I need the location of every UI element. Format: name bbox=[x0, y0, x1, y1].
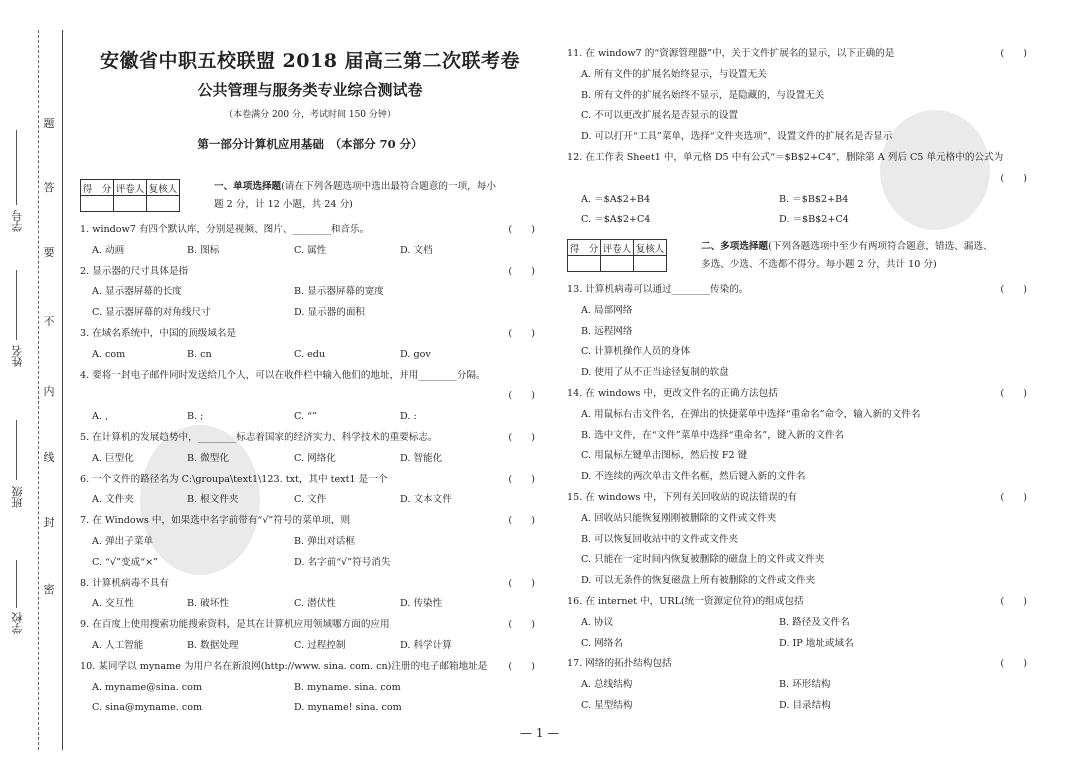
option: A. 动画 bbox=[92, 244, 125, 256]
option: B. 数据处理 bbox=[187, 639, 239, 651]
reviewer-cell[interactable] bbox=[634, 256, 667, 272]
question-stem bbox=[567, 654, 1027, 675]
option: B. 选中文件，在“文件”菜单中选择“重命名”，键入新的文件名 bbox=[581, 429, 845, 441]
option: A. , bbox=[92, 411, 109, 423]
section1-heading bbox=[214, 178, 544, 214]
name-label: 姓名 bbox=[11, 345, 24, 367]
section2-desc1: (下列各题选项中至少有两项符合题意，错选、漏选、 bbox=[768, 241, 993, 252]
option-row bbox=[567, 613, 1027, 634]
option-row bbox=[567, 190, 1027, 211]
question-text: 2. 显示器的尺寸具体是指 bbox=[80, 265, 189, 277]
option-row bbox=[567, 210, 1027, 231]
binding-line bbox=[62, 30, 63, 750]
question-stem bbox=[567, 592, 1027, 613]
option-row bbox=[80, 303, 535, 324]
question-text: 3. 在域名系统中，中国的顶级域名是 bbox=[80, 327, 237, 339]
option: B. 路径及文件名 bbox=[779, 616, 850, 628]
exam-title: 安徽省中职五校联盟 2018 届高三第二次联考卷 bbox=[99, 50, 521, 72]
option: A. 显示器屏幕的长度 bbox=[92, 286, 182, 298]
option-row bbox=[80, 345, 535, 366]
option-row bbox=[80, 553, 535, 574]
seal-char: 封 bbox=[43, 516, 55, 529]
question-stem bbox=[567, 44, 1027, 65]
question-text: 17. 网络的拓扑结构包括 bbox=[567, 658, 672, 670]
section1-title: 一、单项选择题 bbox=[214, 181, 282, 192]
option: B. ; bbox=[187, 411, 204, 423]
seal-char: 线 bbox=[43, 451, 55, 464]
question-text: 10. 某同学以 myname 为用户名在新浪网(http://www. sina. com. cn)注册的电子邮箱地址是 bbox=[80, 660, 488, 672]
answer-paren[interactable]: ( ) bbox=[508, 431, 535, 443]
option: C. ＝$A$2+C4 bbox=[581, 214, 651, 226]
option: C. “√”变成“×” bbox=[92, 556, 159, 568]
option: A. 回收站只能恢复刚刚被删除的文件或文件夹 bbox=[581, 512, 777, 524]
grader-label: 评卷人 bbox=[114, 180, 147, 196]
option: C. 过程控制 bbox=[294, 639, 346, 651]
option: C. 不可以更改扩展名是否显示的设置 bbox=[581, 110, 739, 122]
option: A. 所有文件的扩展名始终显示，与设置无关 bbox=[581, 68, 767, 80]
question-text: 4. 要将一封电子邮件同时发送给几个人，可以在收件栏中输入他们的地址，并用________分隔。 bbox=[80, 369, 486, 381]
option-row bbox=[80, 282, 535, 303]
question-text: 5. 在计算机的发展趋势中，________标志着国家的经济实力、科学技术的重要标志。 bbox=[80, 431, 438, 443]
right-question-column-top bbox=[567, 44, 1027, 231]
class-blank bbox=[16, 420, 17, 480]
exam-subtitle: 公共管理与服务类专业综合测试卷 bbox=[197, 81, 423, 99]
page-number: — 1 — bbox=[520, 726, 560, 740]
option: A. 交互性 bbox=[92, 598, 134, 610]
question-text: 16. 在 internet 中，URL(统一资源定位符)的组成包括 bbox=[567, 595, 804, 607]
section1-desc1: (请在下列各题选项中选出最符合题意的一项，每小 bbox=[281, 181, 496, 192]
option: B. 微型化 bbox=[187, 452, 229, 464]
option: D. 文档 bbox=[400, 244, 433, 256]
option: A. 文件夹 bbox=[92, 494, 134, 506]
answer-paren[interactable]: ( ) bbox=[1000, 491, 1027, 503]
question-stem bbox=[80, 366, 535, 387]
option-row bbox=[567, 634, 1027, 655]
option: B. 根文件夹 bbox=[187, 494, 239, 506]
option: A. 弹出子菜单 bbox=[92, 535, 153, 547]
answer-paren[interactable]: ( ) bbox=[508, 327, 535, 339]
option: D. 可以打开“工具”菜单，选择“文件夹选项”，设置文件的扩展名是否显示 bbox=[581, 131, 893, 143]
option: D. 传染性 bbox=[400, 598, 443, 610]
question-stem bbox=[80, 470, 535, 491]
question-text: 6. 一个文件的路径名为 C:\groupa\text1\123. txt，其中 text1 是一个 bbox=[80, 473, 388, 485]
option-row bbox=[80, 594, 535, 615]
question-text: 11. 在 window7 的“资源管理器”中，关于文件扩展名的显示，以下正确的是 bbox=[567, 48, 895, 59]
question-text: 15. 在 windows 中，下列有关回收站的说法错误的有 bbox=[567, 491, 798, 503]
seal-char: 答 bbox=[43, 181, 55, 194]
option-row bbox=[80, 407, 535, 428]
option: A. 用鼠标右击文件名，在弹出的快捷菜单中选择“重命名”命令，输入新的文件名 bbox=[581, 408, 921, 420]
question-text: 1. window7 有四个默认库，分别是视频、图片、________和音乐。 bbox=[80, 224, 370, 235]
option: D. 使用了从不正当途径复制的软盘 bbox=[581, 367, 729, 379]
question-stem bbox=[80, 574, 535, 595]
option: C. 属性 bbox=[294, 244, 327, 256]
question-text: 12. 在工作表 Sheet1 中，单元格 D5 中有公式“＝$B$2+C4”，删除第 A 列后 C5 单元格中的公式为 bbox=[567, 151, 1004, 163]
grader-cell[interactable] bbox=[114, 196, 147, 212]
question-text: 14. 在 windows 中，更改文件名的正确方法包括 bbox=[567, 387, 778, 399]
option: D. IP 地址或域名 bbox=[779, 637, 854, 649]
score-box-2 bbox=[567, 239, 667, 272]
number-blank bbox=[16, 130, 17, 205]
option-row bbox=[80, 678, 535, 699]
option: B. 远程网络 bbox=[581, 325, 633, 337]
question-text: 13. 计算机病毒可以通过________传染的。 bbox=[567, 284, 749, 295]
option: B. 破坏性 bbox=[187, 598, 229, 610]
exam-note: （本卷满分 200 分，考试时间 150 分钟） bbox=[224, 110, 396, 120]
answer-paren[interactable]: ( ) bbox=[508, 619, 535, 631]
option-row bbox=[80, 241, 535, 262]
section2-title: 二、多项选择题 bbox=[701, 241, 769, 252]
option-row bbox=[80, 698, 535, 719]
option: C. edu bbox=[294, 348, 326, 360]
option: A. 总线结构 bbox=[581, 679, 633, 691]
option: C. 网络名 bbox=[581, 637, 623, 649]
question-stem bbox=[567, 384, 1027, 405]
question-stem bbox=[80, 615, 535, 636]
option: C. 文件 bbox=[294, 494, 327, 506]
left-question-column bbox=[80, 220, 535, 719]
option-row bbox=[567, 696, 1027, 717]
grader-label: 评卷人 bbox=[601, 240, 634, 256]
reviewer-label: 复核人 bbox=[634, 240, 667, 256]
option: C. 用鼠标左键单击图标，然后按 F2 键 bbox=[581, 450, 748, 462]
option: A. 巨型化 bbox=[92, 452, 134, 464]
option: C. sina@myname. com bbox=[92, 702, 203, 714]
question-stem bbox=[567, 280, 1027, 301]
option: A. com bbox=[92, 348, 126, 360]
option: C. 计算机操作人员的身体 bbox=[581, 346, 691, 358]
option: D. 文本文件 bbox=[400, 494, 452, 506]
seal-char: 题 bbox=[43, 117, 55, 130]
question-stem bbox=[80, 657, 535, 678]
school-label: 学校 bbox=[11, 612, 24, 634]
option: D. 不连续的两次单击文件名框，然后键入新的文件名 bbox=[581, 471, 806, 483]
option: B. cn bbox=[187, 348, 212, 360]
question-text: 9. 在百度上使用搜索功能搜索资料，是其在计算机应用领域哪方面的应用 bbox=[80, 619, 390, 631]
answer-paren[interactable]: ( ) bbox=[1000, 658, 1027, 670]
reviewer-cell[interactable] bbox=[147, 196, 180, 212]
option: A. ＝$A$2+B4 bbox=[581, 193, 651, 205]
binding-margin bbox=[0, 0, 70, 766]
question-text: 7. 在 Windows 中，如果选中名字前带有“√”符号的菜单项，则 bbox=[80, 515, 351, 527]
score-label: 得 分 bbox=[81, 180, 114, 196]
class-label: 班级 bbox=[11, 486, 24, 508]
option: B. 显示器屏幕的宽度 bbox=[294, 286, 384, 298]
question-stem bbox=[80, 511, 535, 532]
question-paren-line bbox=[567, 169, 1027, 190]
option: B. myname. sina. com bbox=[294, 681, 401, 693]
option: D. 目录结构 bbox=[779, 699, 831, 711]
answer-paren[interactable]: ( ) bbox=[1000, 48, 1027, 59]
question-paren-line bbox=[80, 386, 535, 407]
score-box-1 bbox=[80, 179, 180, 212]
option: A. myname@sina. com bbox=[92, 681, 203, 693]
answer-paren[interactable]: ( ) bbox=[508, 660, 535, 672]
school-blank bbox=[16, 560, 17, 608]
part-heading: 第一部分计算机应用基础 （本部分 70 分） bbox=[197, 137, 423, 151]
option: B. 环形结构 bbox=[779, 679, 831, 691]
seal-char: 不 bbox=[43, 315, 55, 328]
option: D. 科学计算 bbox=[400, 639, 452, 651]
cut-line bbox=[38, 30, 39, 750]
question-stem bbox=[567, 488, 1027, 509]
option: C. 星型结构 bbox=[581, 699, 633, 711]
reviewer-label: 复核人 bbox=[147, 180, 180, 196]
answer-paren[interactable]: ( ) bbox=[508, 515, 535, 527]
right-question-column-bottom bbox=[567, 280, 1027, 717]
option-row bbox=[80, 449, 535, 470]
question-stem bbox=[567, 148, 1027, 169]
question-stem bbox=[80, 262, 535, 283]
option: B. 所有文件的扩展名始终不显示，是隐藏的，与设置无关 bbox=[581, 89, 825, 101]
option-row bbox=[567, 675, 1027, 696]
option: C. 潜伏性 bbox=[294, 598, 336, 610]
answer-paren[interactable]: ( ) bbox=[508, 224, 535, 235]
number-label: 学号 bbox=[11, 210, 24, 232]
question-stem bbox=[80, 220, 535, 241]
seal-char: 要 bbox=[43, 246, 55, 259]
option: D. ＝$B$2+C4 bbox=[779, 214, 849, 226]
question-stem bbox=[80, 428, 535, 449]
option: D. 名字前“√”符号消失 bbox=[294, 556, 391, 568]
option: B. 弹出对话框 bbox=[294, 535, 356, 547]
option: D. : bbox=[400, 411, 417, 423]
answer-paren[interactable]: ( ) bbox=[508, 390, 535, 402]
option: B. 可以恢复回收站中的文件或文件夹 bbox=[581, 533, 739, 545]
seal-char: 密 bbox=[43, 583, 55, 596]
option: C. 只能在一定时间内恢复被删除的磁盘上的文件或文件夹 bbox=[581, 554, 825, 566]
answer-paren[interactable]: ( ) bbox=[508, 577, 535, 589]
answer-paren[interactable]: ( ) bbox=[1000, 595, 1027, 607]
answer-paren[interactable]: ( ) bbox=[1000, 387, 1027, 399]
option: D. 可以无条件的恢复磁盘上所有被删除的文件或文件夹 bbox=[581, 575, 816, 587]
section2-heading bbox=[701, 238, 1031, 274]
option: A. 局部网络 bbox=[581, 304, 633, 316]
score-cell[interactable] bbox=[568, 256, 601, 272]
option: D. myname! sina. com bbox=[294, 702, 402, 714]
option-row bbox=[80, 490, 535, 511]
option: C. 显示器屏幕的对角线尺寸 bbox=[92, 307, 211, 319]
seal-char: 内 bbox=[43, 385, 55, 398]
score-label: 得 分 bbox=[568, 240, 601, 256]
section1-desc2: 题 2 分，计 12 小题，共 24 分) bbox=[214, 199, 353, 210]
option-row bbox=[80, 636, 535, 657]
score-cell[interactable] bbox=[81, 196, 114, 212]
option: D. 显示器的面积 bbox=[294, 307, 366, 319]
answer-paren[interactable]: ( ) bbox=[508, 473, 535, 485]
question-stem bbox=[80, 324, 535, 345]
answer-paren[interactable]: ( ) bbox=[1000, 284, 1027, 295]
answer-paren[interactable]: ( ) bbox=[1000, 172, 1027, 184]
option: C. “” bbox=[294, 411, 317, 423]
option: D. 智能化 bbox=[400, 452, 443, 464]
option: A. 协议 bbox=[581, 616, 614, 628]
grader-cell[interactable] bbox=[601, 256, 634, 272]
option: B. ＝$B$2+B4 bbox=[779, 193, 849, 205]
answer-paren[interactable]: ( ) bbox=[508, 265, 535, 277]
option-row bbox=[80, 532, 535, 553]
section2-desc2: 多选、少选、不选都不得分。每小题 2 分，共计 10 分) bbox=[701, 259, 937, 270]
name-blank bbox=[16, 270, 17, 340]
question-text: 8. 计算机病毒不具有 bbox=[80, 577, 169, 589]
option: B. 图标 bbox=[187, 244, 220, 256]
option: A. 人工智能 bbox=[92, 639, 144, 651]
option: D. gov bbox=[400, 348, 431, 360]
option: C. 网络化 bbox=[294, 452, 336, 464]
